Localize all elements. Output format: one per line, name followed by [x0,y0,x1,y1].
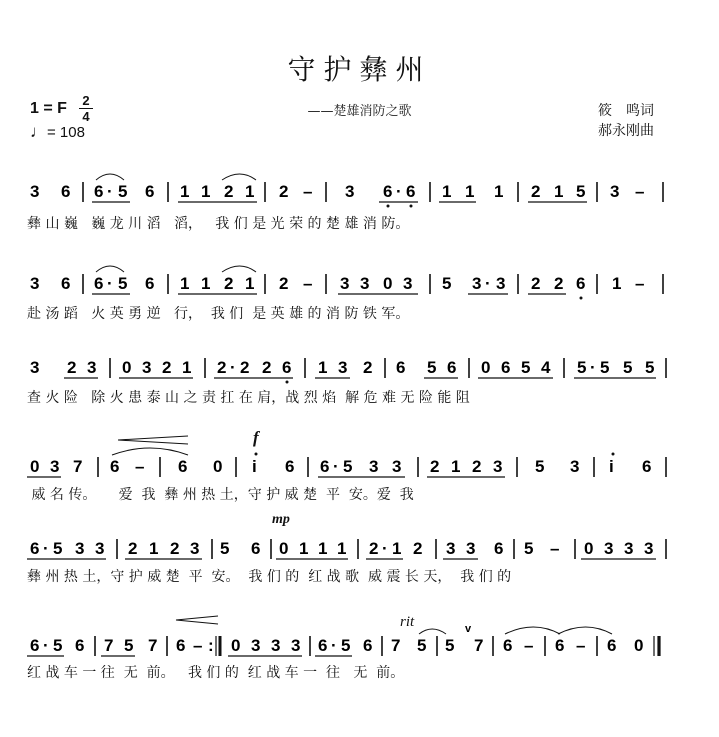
note: 3 [403,274,413,293]
note: 2 [472,457,482,476]
note: 5 [623,358,633,377]
note: 4 [541,358,551,377]
note: 2 [430,457,440,476]
note: 1 [392,539,402,558]
note: 1 [451,457,461,476]
note: 3 [345,182,355,201]
slur [222,266,256,272]
octave-dot [580,297,583,300]
note: · [43,636,49,655]
note: 5 [427,358,437,377]
note: 2 [531,182,541,201]
note: 3 [496,274,506,293]
note: 3 [472,274,482,293]
note: 5 [118,274,128,293]
octave-dot [255,453,258,456]
note: 0 [30,457,40,476]
note: 6 [110,457,120,476]
note: 5 [118,182,128,201]
lyrics-line-4: 威 名 传。 爱 我 彝 州 热 土，守 护 威 楚 平 安。爱 我 [27,487,414,503]
key-signature: 1 = F [30,100,67,117]
notation-line-1 [0,180,719,202]
note: 6 [406,182,416,201]
staff-line-5 [0,537,719,559]
lyrics-line-1: 彝 山 巍 巍 龙 川 滔 滔， 我 们 是 光 荣 的 楚 雄 消 防。 [27,216,410,232]
note: 2 [369,539,379,558]
note: 3 [142,358,152,377]
note: · [107,182,113,201]
note: · [107,274,113,293]
ritardando-marking: rit [400,614,415,630]
note: 6 [607,636,617,655]
tie [419,629,446,634]
note: 3 [369,457,379,476]
note: 3 [50,457,60,476]
mezzo-piano-marking: mp [272,512,290,527]
tie [505,627,560,634]
crescendo-hairpin [118,440,188,444]
note: 2 [128,539,138,558]
note: 6 [501,358,511,377]
note: 1 [554,182,564,201]
note: 2 [531,274,541,293]
octave-dot [612,453,615,456]
time-signature-bottom: 4 [82,109,90,124]
note: · [331,636,337,655]
note: 3 [570,457,580,476]
time-signature-top: 2 [82,93,90,108]
note: 3 [624,539,634,558]
quarter-note-icon: ♩ [30,122,47,141]
note: 6 [75,636,85,655]
note: – [635,274,645,293]
note: · [382,539,388,558]
note: 2 [170,539,180,558]
note: 6 [251,539,261,558]
note: 0 [584,539,594,558]
note: 3 [493,457,503,476]
note: 1 [245,274,255,293]
note: 6 [145,182,155,201]
note: i [252,457,257,476]
note: 7 [73,457,83,476]
note: 6 [30,539,40,558]
note: : [208,636,214,655]
note: 3 [604,539,614,558]
tie [112,448,188,455]
note: 0 [231,636,241,655]
note: 5 [521,358,531,377]
note: – [550,539,560,558]
note: – [303,182,313,201]
note: 1 [180,274,190,293]
note: 3 [340,274,350,293]
note: – [576,636,586,655]
note: 6 [282,358,292,377]
notation-line-3 [0,356,719,378]
note: 1 [182,358,192,377]
note: 6 [30,636,40,655]
note: 6 [318,636,328,655]
note: 1 [245,182,255,201]
note: 0 [634,636,644,655]
note: 1 [442,182,452,201]
notation-line-5 [0,537,719,559]
forte-marking: f [253,428,259,447]
note: 5 [600,358,610,377]
note: 6 [494,539,504,558]
note: 5 [577,358,587,377]
notation-line-2 [0,272,719,294]
note: 7 [148,636,158,655]
note: 2 [279,182,289,201]
note: 1 [180,182,190,201]
note: 5 [343,457,353,476]
note: 6 [555,636,565,655]
note: 6 [61,182,71,201]
note: 6 [94,182,104,201]
note: 0 [279,539,289,558]
time-signature [79,94,93,123]
octave-dot [387,205,390,208]
note: 1 [201,182,211,201]
note: 3 [30,274,40,293]
note: 7 [391,636,401,655]
song-title: 守护彝州 [287,53,432,86]
notation-line-6 [0,623,719,656]
note: · [230,358,236,377]
note: 6 [285,457,295,476]
note: 1 [465,182,475,201]
note: 3 [392,457,402,476]
lyricist-credit: 筱 鸣词 [598,103,654,119]
note: 5 [445,636,455,655]
note: 1 [494,182,504,201]
note: 1 [299,539,309,558]
note: · [333,457,339,476]
octave-dot [286,381,289,384]
note: 1 [149,539,159,558]
note: 5 [124,636,134,655]
staff-line-1 [0,180,719,202]
breath-mark: v [465,623,472,635]
slur [96,174,124,180]
note: 6 [145,274,155,293]
crescendo-hairpin [118,436,188,440]
note: · [396,182,402,201]
song-subtitle: ——楚雄消防之歌 [307,104,412,119]
note: 3 [87,358,97,377]
note: 6 [178,457,188,476]
note: 1 [612,274,622,293]
note: – [193,636,203,655]
note: 0 [383,274,393,293]
note: 3 [446,539,456,558]
note: 2 [240,358,250,377]
note: 6 [447,358,457,377]
note: 5 [576,182,586,201]
note: 5 [53,636,63,655]
note: 6 [642,457,652,476]
lyrics-line-2: 赴 汤 蹈 火 英 勇 逆 行， 我 们 是 英 雄 的 消 防 铁 军。 [27,306,410,322]
note: 7 [474,636,484,655]
note: 3 [251,636,261,655]
note: 2 [224,274,234,293]
note: 1 [337,539,347,558]
note: 2 [67,358,77,377]
note: 2 [224,182,234,201]
crescendo-hairpin [176,620,218,624]
slur [96,266,124,272]
note: 5 [645,358,655,377]
note: 3 [30,358,40,377]
note: 3 [190,539,200,558]
lyrics-line-3: 查 火 险 除 火 患 泰 山 之 责 扛 在 肩，战 烈 焰 解 危 难 无 险 能 阻 [27,390,470,406]
crescendo-hairpin [176,616,218,620]
note: – [524,636,534,655]
note: 2 [413,539,423,558]
note: 7 [104,636,114,655]
note: 3 [271,636,281,655]
note: 3 [466,539,476,558]
note: 3 [291,636,301,655]
note: 2 [162,358,172,377]
tempo-marking [30,122,85,142]
note: · [590,358,596,377]
note: 6 [383,182,393,201]
octave-dot [410,205,413,208]
note: 5 [53,539,63,558]
note: 5 [524,539,534,558]
note: – [635,182,645,201]
composer-credit: 郝永刚曲 [598,123,654,139]
note: 6 [61,274,71,293]
note: 6 [576,274,586,293]
note: 1 [201,274,211,293]
note: 1 [318,358,328,377]
slur [222,174,256,180]
note: 6 [363,636,373,655]
note: 3 [338,358,348,377]
note: i [609,457,614,476]
notation-line-4 [0,455,719,477]
staff-line-2 [0,272,719,294]
staff-line-3 [0,356,719,378]
tie [558,627,612,634]
note: · [485,274,491,293]
note: 6 [94,274,104,293]
staff-line-4 [0,455,719,477]
note: 6 [320,457,330,476]
note: 2 [217,358,227,377]
note: 3 [610,182,620,201]
note: 3 [30,182,40,201]
note: 5 [442,274,452,293]
note: 0 [481,358,491,377]
note: 2 [279,274,289,293]
note: 6 [176,636,186,655]
tempo-value: = 108 [47,124,85,141]
note: 0 [213,457,223,476]
note: 6 [396,358,406,377]
note: 5 [341,636,351,655]
note: · [43,539,49,558]
note: – [303,274,313,293]
note: 3 [75,539,85,558]
lyrics-line-6: 红 战 车 一 往 无 前。 我 们 的 红 战 车 一 往 无 前。 [27,665,405,681]
lyrics-line-5: 彝 州 热 土，守 护 威 楚 平 安。 我 们 的 红 战 歌 威 震 长 天， 我 们 的 [27,569,512,585]
note: 2 [363,358,373,377]
note: 3 [360,274,370,293]
note: 0 [122,358,132,377]
note: 3 [95,539,105,558]
note: 6 [503,636,513,655]
note: 5 [220,539,230,558]
note: – [135,457,145,476]
note: 2 [262,358,272,377]
note: 5 [417,636,427,655]
note: 2 [554,274,564,293]
note: 5 [535,457,545,476]
note: 3 [644,539,654,558]
staff-line-6 [0,623,719,656]
note: 1 [318,539,328,558]
